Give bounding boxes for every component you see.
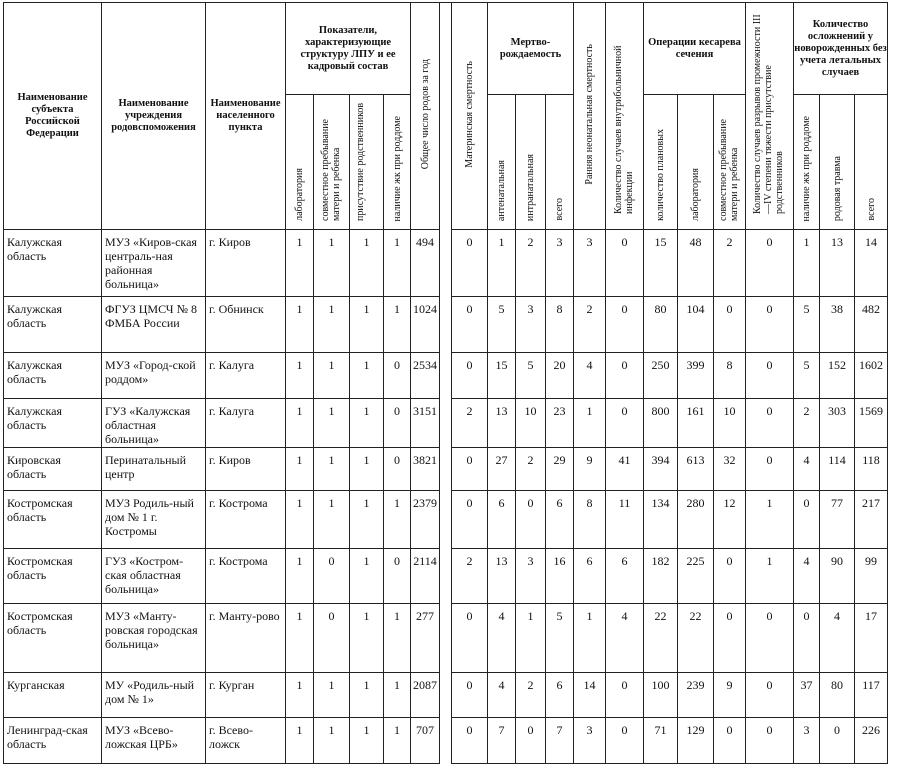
cell-value: 1	[314, 230, 350, 297]
cell-value: 3	[516, 549, 546, 604]
cell-value: 0	[794, 491, 820, 549]
cell-gap	[440, 399, 452, 448]
cell-value: 2	[714, 230, 746, 297]
cell-value: 1	[286, 718, 314, 764]
table-row	[4, 491, 888, 549]
cell-settlement: г. Калуга	[206, 353, 286, 399]
cell-value: 0	[714, 718, 746, 764]
cell-value: 1	[350, 230, 384, 297]
cell-value: 0	[746, 673, 794, 718]
cell-value: 134	[644, 491, 678, 549]
cell-value: 1602	[855, 353, 888, 399]
cell-value: 0	[452, 297, 488, 353]
cell-value: 1	[286, 230, 314, 297]
cell-gap	[440, 673, 452, 718]
cell-value: 1	[746, 549, 794, 604]
cell-gap	[440, 230, 452, 297]
cell-value: 48	[678, 230, 714, 297]
cell-value: 29	[546, 448, 574, 491]
cell-value: 129	[678, 718, 714, 764]
cell-value: 41	[606, 448, 644, 491]
header-settlement: Наименование населенного пункта	[206, 3, 286, 230]
cell-value: 32	[714, 448, 746, 491]
cell-value: 8	[574, 491, 606, 549]
header-maternal-mortality: Материнская смертность	[452, 3, 488, 230]
header-antenatal: антенатальная	[488, 95, 516, 230]
table-row	[4, 448, 888, 491]
header-laboratory: лаборатория	[286, 95, 314, 230]
cell-value: 37	[794, 673, 820, 718]
cell-value: 0	[746, 718, 794, 764]
cell-value: 80	[820, 673, 855, 718]
cell-value: 2087	[411, 673, 440, 718]
cell-value: 1	[350, 673, 384, 718]
cell-value: 1	[314, 718, 350, 764]
cell-value: 482	[855, 297, 888, 353]
cell-settlement: г. Обнинск	[206, 297, 286, 353]
cell-value: 0	[384, 448, 411, 491]
cell-value: 0	[452, 604, 488, 673]
cell-institution: МУ «Родиль-ный дом № 1»	[102, 673, 206, 718]
cell-value: 3	[574, 230, 606, 297]
cell-value: 217	[855, 491, 888, 549]
cell-value: 118	[855, 448, 888, 491]
cell-value: 1	[286, 399, 314, 448]
cell-value: 0	[746, 297, 794, 353]
cell-settlement: г. Калуга	[206, 399, 286, 448]
cell-value: 80	[644, 297, 678, 353]
header-total2: всего	[855, 95, 888, 230]
cell-value: 394	[644, 448, 678, 491]
cell-institution: МУЗ «Всево-ложская ЦРБ»	[102, 718, 206, 764]
cell-value: 0	[746, 353, 794, 399]
cell-value: 2	[452, 549, 488, 604]
header-subject: Наименование субъекта Российской Федерации	[4, 3, 102, 230]
cell-value: 1	[314, 448, 350, 491]
cell-value: 0	[452, 353, 488, 399]
cell-value: 182	[644, 549, 678, 604]
cell-subject: Костромская область	[4, 491, 102, 549]
cell-value: 1	[286, 673, 314, 718]
table-row	[4, 673, 888, 718]
cell-value: 2	[516, 448, 546, 491]
statistics-table	[3, 2, 888, 764]
cell-value: 0	[314, 549, 350, 604]
cell-value: 2	[516, 673, 546, 718]
cell-value: 161	[678, 399, 714, 448]
cell-value: 14	[574, 673, 606, 718]
header-total-births: Общее число родов за год	[411, 3, 440, 230]
cell-subject: Калужская область	[4, 399, 102, 448]
cell-value: 27	[488, 448, 516, 491]
cell-value: 0	[314, 604, 350, 673]
table-header	[4, 3, 888, 230]
cell-settlement: г. Манту-рово	[206, 604, 286, 673]
cell-value: 4	[488, 604, 516, 673]
cell-value: 13	[488, 399, 516, 448]
cell-value: 280	[678, 491, 714, 549]
cell-value: 1	[574, 399, 606, 448]
table-row	[4, 353, 888, 399]
cell-value: 2	[516, 230, 546, 297]
cell-value: 15	[488, 353, 516, 399]
cell-value: 10	[516, 399, 546, 448]
cell-value: 7	[488, 718, 516, 764]
cell-value: 1	[384, 673, 411, 718]
cell-value: 494	[411, 230, 440, 297]
header-stillbirth-group: Мертво-рождаемость	[488, 3, 574, 95]
header-institution: Наименование учреждения родовспоможения	[102, 3, 206, 230]
cell-value: 6	[546, 673, 574, 718]
header-relatives: присутствие родственников	[350, 95, 384, 230]
cell-value: 99	[855, 549, 888, 604]
cell-value: 0	[746, 399, 794, 448]
cell-value: 6	[546, 491, 574, 549]
cell-value: 5	[516, 353, 546, 399]
cell-value: 1	[286, 491, 314, 549]
cell-gap	[440, 549, 452, 604]
cell-settlement: г. Киров	[206, 448, 286, 491]
cell-settlement: г. Курган	[206, 673, 286, 718]
cell-value: 0	[516, 491, 546, 549]
cell-institution: МУЗ «Манту-ровская городская больница»	[102, 604, 206, 673]
cell-value: 100	[644, 673, 678, 718]
cell-settlement: г. Кострома	[206, 491, 286, 549]
cell-value: 4	[488, 673, 516, 718]
table-body	[4, 230, 888, 764]
cell-value: 3151	[411, 399, 440, 448]
cell-value: 2534	[411, 353, 440, 399]
header-birth-trauma: родовая травма	[820, 95, 855, 230]
cell-value: 17	[855, 604, 888, 673]
cell-value: 800	[644, 399, 678, 448]
cell-value: 5	[794, 353, 820, 399]
cell-value: 0	[516, 718, 546, 764]
header-total: всего	[546, 95, 574, 230]
cell-value: 277	[411, 604, 440, 673]
header-gap	[440, 3, 452, 230]
cell-value: 9	[574, 448, 606, 491]
cell-value: 0	[452, 448, 488, 491]
cell-value: 6	[574, 549, 606, 604]
cell-institution: ГУЗ «Костром-ская областная больница»	[102, 549, 206, 604]
cell-settlement: г. Киров	[206, 230, 286, 297]
cell-value: 613	[678, 448, 714, 491]
cell-value: 3	[574, 718, 606, 764]
cell-value: 225	[678, 549, 714, 604]
cell-value: 0	[606, 297, 644, 353]
cell-value: 8	[714, 353, 746, 399]
cell-institution: МУЗ «Киров-ская централь-ная районная больница»	[102, 230, 206, 297]
cell-value: 0	[606, 353, 644, 399]
cell-value: 0	[384, 399, 411, 448]
cell-gap	[440, 604, 452, 673]
cell-value: 8	[546, 297, 574, 353]
cell-value: 3	[546, 230, 574, 297]
cell-value: 1	[350, 549, 384, 604]
cell-institution: ГУЗ «Калужская областная больница»	[102, 399, 206, 448]
cell-value: 239	[678, 673, 714, 718]
cell-value: 1	[350, 491, 384, 549]
cell-subject: Костромская область	[4, 604, 102, 673]
cell-value: 13	[488, 549, 516, 604]
cell-value: 12	[714, 491, 746, 549]
cell-value: 1	[350, 353, 384, 399]
cell-subject: Калужская область	[4, 297, 102, 353]
cell-value: 7	[546, 718, 574, 764]
cell-value: 4	[794, 549, 820, 604]
cell-value: 1	[350, 297, 384, 353]
cell-value: 22	[644, 604, 678, 673]
cell-value: 0	[452, 718, 488, 764]
cell-value: 2379	[411, 491, 440, 549]
cell-value: 2114	[411, 549, 440, 604]
cell-value: 6	[606, 549, 644, 604]
cell-value: 0	[714, 604, 746, 673]
cell-gap	[440, 718, 452, 764]
cell-value: 0	[714, 297, 746, 353]
cell-gap	[440, 297, 452, 353]
cell-value: 1	[794, 230, 820, 297]
cell-value: 14	[855, 230, 888, 297]
cell-value: 1	[314, 399, 350, 448]
cell-settlement: г. Всево-ложск	[206, 718, 286, 764]
cell-value: 114	[820, 448, 855, 491]
cell-value: 1	[314, 353, 350, 399]
header-intranatal: интранатальная	[516, 95, 546, 230]
cell-value: 4	[794, 448, 820, 491]
cell-value: 1	[286, 549, 314, 604]
cell-value: 11	[606, 491, 644, 549]
cell-value: 1	[286, 448, 314, 491]
cell-value: 2	[452, 399, 488, 448]
table-row	[4, 230, 888, 297]
cell-value: 1	[574, 604, 606, 673]
cell-value: 0	[746, 230, 794, 297]
cell-value: 15	[644, 230, 678, 297]
cell-value: 303	[820, 399, 855, 448]
cell-value: 1	[384, 297, 411, 353]
cell-value: 1	[384, 718, 411, 764]
cell-subject: Костромская область	[4, 549, 102, 604]
cell-value: 10	[714, 399, 746, 448]
header-ruptures: Количество случаев разрывов промежности III—IV степени тяжести присутствие родственников	[746, 3, 794, 230]
cell-value: 5	[488, 297, 516, 353]
cell-institution: МУЗ Родиль-ный дом № 1 г. Костромы	[102, 491, 206, 549]
table-row	[4, 549, 888, 604]
cell-institution: МУЗ «Город-ской роддом»	[102, 353, 206, 399]
cell-value: 1	[516, 604, 546, 673]
cell-value: 250	[644, 353, 678, 399]
header-complications-group: Количество осложнений у новорожденных без учета летальных случаев	[794, 3, 888, 95]
cell-value: 5	[546, 604, 574, 673]
cell-value: 117	[855, 673, 888, 718]
cell-value: 13	[820, 230, 855, 297]
cell-value: 5	[794, 297, 820, 353]
cell-value: 1	[384, 230, 411, 297]
header-early-neonatal: Ранняя неонатальная смертность	[574, 3, 606, 230]
cell-value: 0	[606, 399, 644, 448]
cell-value: 16	[546, 549, 574, 604]
cell-value: 9	[714, 673, 746, 718]
cell-value: 6	[488, 491, 516, 549]
cell-value: 1	[350, 448, 384, 491]
cell-value: 2	[574, 297, 606, 353]
table-row	[4, 297, 888, 353]
cell-gap	[440, 491, 452, 549]
table-row	[4, 399, 888, 448]
cell-value: 1024	[411, 297, 440, 353]
cell-value: 1	[350, 399, 384, 448]
cell-value: 1	[350, 718, 384, 764]
cell-settlement: г. Кострома	[206, 549, 286, 604]
cell-value: 0	[746, 448, 794, 491]
cell-value: 1	[384, 604, 411, 673]
cell-value: 22	[678, 604, 714, 673]
cell-value: 399	[678, 353, 714, 399]
cell-value: 3	[794, 718, 820, 764]
header-structure-group: Показатели, характеризующие структуру ЛПУ и ее кадровый состав	[286, 3, 411, 95]
cell-value: 3821	[411, 448, 440, 491]
cell-value: 1	[384, 491, 411, 549]
cell-value: 0	[606, 673, 644, 718]
cell-value: 0	[606, 718, 644, 764]
cell-value: 1	[350, 604, 384, 673]
cell-value: 226	[855, 718, 888, 764]
cell-value: 0	[794, 604, 820, 673]
cell-subject: Калужская область	[4, 230, 102, 297]
header-infections: Количество случаев внутрибольничной инфекции	[606, 3, 644, 230]
cell-value: 1	[286, 353, 314, 399]
cell-subject: Калужская область	[4, 353, 102, 399]
cell-value: 0	[746, 604, 794, 673]
cell-value: 71	[644, 718, 678, 764]
cell-value: 0	[452, 491, 488, 549]
header-joint-stay2: совместное пребывание матери и ребенка	[714, 95, 746, 230]
cell-value: 152	[820, 353, 855, 399]
cell-gap	[440, 353, 452, 399]
cell-value: 0	[452, 673, 488, 718]
cell-value: 90	[820, 549, 855, 604]
cell-value: 1	[286, 604, 314, 673]
header-icu2: наличие жк при роддоме	[794, 95, 820, 230]
cell-value: 707	[411, 718, 440, 764]
cell-value: 0	[384, 353, 411, 399]
header-cesarean-group: Операции кесарева сечения	[644, 3, 746, 95]
cell-value: 0	[820, 718, 855, 764]
cell-value: 1	[488, 230, 516, 297]
cell-value: 1569	[855, 399, 888, 448]
cell-value: 4	[574, 353, 606, 399]
cell-subject: Ленинград-ская область	[4, 718, 102, 764]
cell-value: 77	[820, 491, 855, 549]
cell-subject: Курганская	[4, 673, 102, 718]
cell-value: 104	[678, 297, 714, 353]
cell-value: 1	[314, 673, 350, 718]
cell-value: 38	[820, 297, 855, 353]
cell-value: 1	[746, 491, 794, 549]
cell-institution: Перинатальный центр	[102, 448, 206, 491]
cell-value: 0	[452, 230, 488, 297]
header-icu: наличие жк при роддоме	[384, 95, 411, 230]
cell-value: 2	[794, 399, 820, 448]
cell-value: 1	[314, 491, 350, 549]
table-row	[4, 718, 888, 764]
cell-value: 0	[606, 230, 644, 297]
cell-value: 20	[546, 353, 574, 399]
cell-value: 3	[516, 297, 546, 353]
cell-subject: Кировская область	[4, 448, 102, 491]
cell-value: 1	[314, 297, 350, 353]
cell-value: 1	[286, 297, 314, 353]
cell-value: 0	[384, 549, 411, 604]
cell-gap	[440, 448, 452, 491]
header-joint-stay: совместное пребывание матери и ребенка	[314, 95, 350, 230]
header-planned: количество плановых	[644, 95, 678, 230]
table-row	[4, 604, 888, 673]
header-laboratory2: лаборатория	[678, 95, 714, 230]
cell-value: 23	[546, 399, 574, 448]
cell-value: 0	[714, 549, 746, 604]
cell-value: 4	[606, 604, 644, 673]
cell-institution: ФГУЗ ЦМСЧ № 8 ФМБА России	[102, 297, 206, 353]
cell-value: 4	[820, 604, 855, 673]
